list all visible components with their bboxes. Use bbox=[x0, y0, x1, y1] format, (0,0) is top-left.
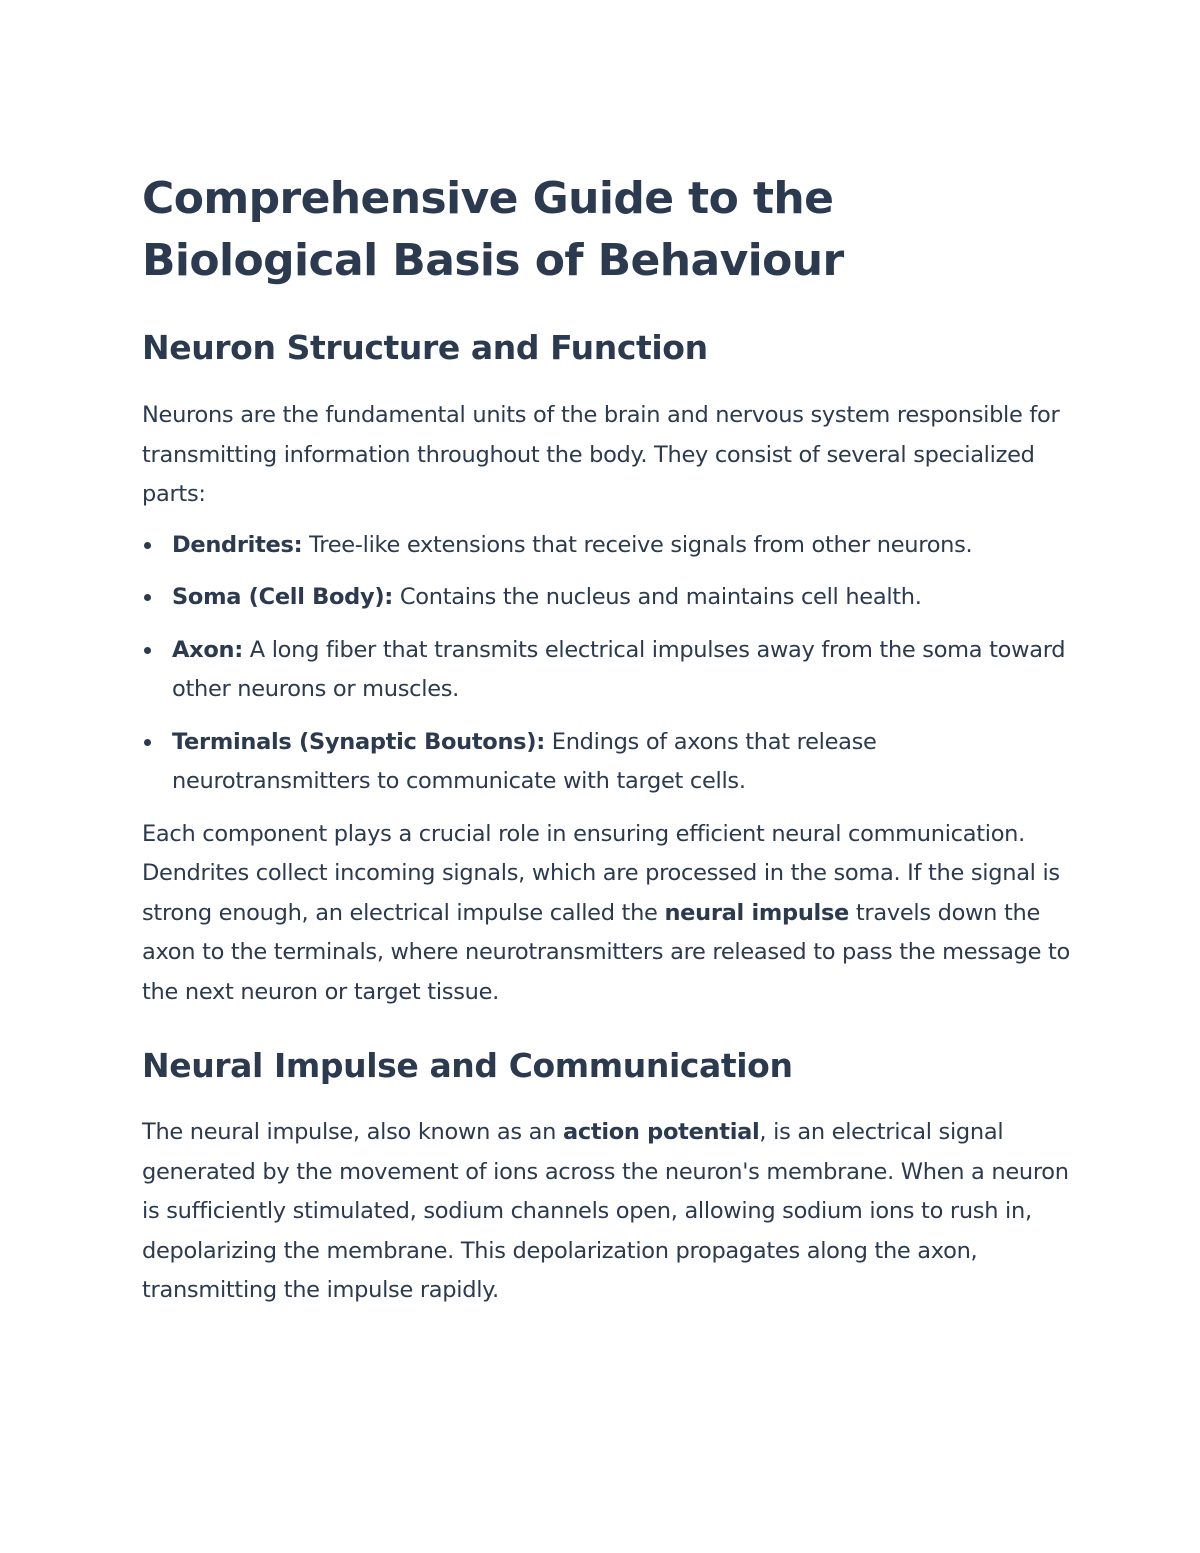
list-item-text: A long fiber that transmits electrical impulses away from the soma toward other neurons or muscles. bbox=[172, 636, 1066, 702]
neuron-summary-paragraph bbox=[142, 815, 1072, 1013]
bullet-icon bbox=[144, 739, 151, 746]
section-heading-neural-impulse: Neural Impulse and Communication bbox=[142, 1046, 793, 1085]
list-item-term: Terminals (Synaptic Boutons): bbox=[172, 728, 545, 755]
list-item-term: Soma (Cell Body): bbox=[172, 584, 393, 610]
bullet-icon bbox=[144, 542, 151, 549]
list-item-axon bbox=[142, 631, 1072, 710]
summary-text-after: travels down the axon to the terminals, where neurotransmitters are released to pass the message to the next neuron or target tissue. bbox=[142, 899, 1070, 1005]
list-item-terminals bbox=[142, 723, 1072, 802]
neuron-parts-list bbox=[142, 526, 1072, 802]
list-item-text: Tree-like extensions that receive signals from other neurons. bbox=[302, 531, 973, 558]
list-item-dendrites bbox=[142, 526, 1072, 566]
summary-bold-term: neural impulse bbox=[664, 899, 850, 926]
impulse-bold-term: action potential bbox=[562, 1119, 760, 1145]
summary-text-before: Each component plays a crucial role in ensuring efficient neural communication. Dendrites collect incoming signals, which are processed in the soma. If the signal is strong enough, an electrical impulse called the bbox=[142, 820, 1060, 926]
list-item-text: Contains the nucleus and maintains cell health. bbox=[393, 584, 922, 610]
list-item-term: Dendrites: bbox=[172, 531, 303, 558]
list-item-text: Endings of axons that release neurotransmitters to communicate with target cells. bbox=[172, 728, 877, 794]
bullet-icon bbox=[144, 594, 151, 601]
document-title: Comprehensive Guide to the Biological Basis of Behaviour bbox=[142, 173, 844, 286]
list-item-term: Axon: bbox=[172, 636, 243, 663]
impulse-text-before: The neural impulse, also known as an bbox=[142, 1119, 563, 1145]
section-heading-neuron-structure: Neuron Structure and Function bbox=[142, 328, 708, 367]
list-item-soma bbox=[142, 578, 1072, 618]
impulse-text-after: , is an electrical signal generated by the movement of ions across the neuron's membrane. When a neuron is sufficiently stimulated, sodium channels open, allowing sodium ions to rush in, depolarizing the membrane. This depolarization propagates along the axon, transmitting the impulse rapidly. bbox=[142, 1119, 1069, 1303]
neuron-intro-paragraph: Neurons are the fundamental units of the brain and nervous system responsible for transmitting information throughout the body. They consist of several specialized parts: bbox=[142, 402, 1060, 507]
document-page bbox=[142, 168, 1072, 1311]
neural-impulse-paragraph bbox=[142, 1113, 1072, 1311]
bullet-icon bbox=[144, 647, 151, 654]
